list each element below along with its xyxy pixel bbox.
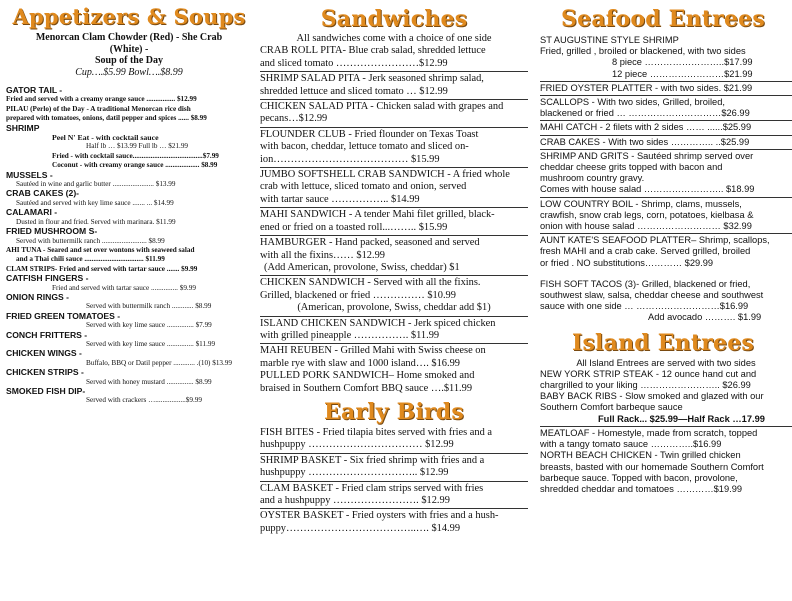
shrimp-basket-line-1: SHRIMP BASKET - Six fried shrimp with fries and a bbox=[260, 454, 485, 466]
north-beach-line-4: shredded cheddar and tomatoes …………$19.99 bbox=[540, 483, 743, 494]
calamari-name: CALAMARI - bbox=[6, 207, 58, 218]
hamburger-line-3: (Add American, provolone, Swiss, cheddar) $1 bbox=[264, 261, 460, 273]
mushroom-desc: Served with buttermilk ranch ......................... $8.99 bbox=[16, 236, 165, 245]
mahi-sandwich-line-1: MAHI SANDWICH - A tender Mahi filet grilled, black- bbox=[260, 209, 495, 221]
grits-line-2: cheddar cheese grits topped with bacon and bbox=[540, 162, 723, 173]
mahi-reuben-line-2: marble rye with slaw and 1000 island…. $16.99 bbox=[260, 357, 460, 369]
pilau-line-2: prepared with tomatoes, onions, datil pepper and spices ...... $8.99 bbox=[6, 114, 207, 123]
grits-line-1: SHRIMP AND GRITS - Sautéed shrimp served over bbox=[540, 150, 754, 161]
mussels-name: MUSSELS - bbox=[6, 169, 53, 180]
gator-name: GATOR TAIL - bbox=[6, 85, 63, 95]
divider bbox=[260, 207, 528, 208]
flounder-line-2: with bacon, cheddar, lettuce tomato and sliced on- bbox=[260, 141, 469, 153]
chicken-pita-line-2: pecans…$12.99 bbox=[260, 113, 328, 125]
scallops-line-2: blackened or fried … …………………………$26.99 bbox=[540, 108, 750, 119]
softshell-line-1: JUMBO SOFTSHELL CRAB SANDWICH - A fried whole bbox=[260, 169, 510, 181]
seafood-heading: Seafood Entrees bbox=[561, 6, 765, 32]
divider bbox=[260, 275, 528, 276]
catfish-name: CATFISH FINGERS - bbox=[6, 273, 89, 284]
tacos-line-1: FISH SOFT TACOS (3)- Grilled, blackened or fried, bbox=[540, 278, 751, 289]
mahi-sandwich-line-2: ened or fried on a toasted roll...…….. $15.99 bbox=[260, 221, 448, 233]
coconut-shrimp: Coconut - with creamy orange sauce ................... $8.99 bbox=[52, 161, 218, 170]
boil-line-3: onion with house salad ……………………… $32.99 bbox=[540, 221, 752, 232]
soup-line-3: Soup of the Day bbox=[94, 55, 164, 66]
island-intro: All Island Entrees are served with two sides bbox=[576, 357, 756, 368]
mahi-catch: MAHI CATCH - 2 filets with 2 sides …… ......$25.99 bbox=[540, 122, 752, 133]
island-chicken-line-1: ISLAND CHICKEN SANDWICH - Jerk spiced chicken bbox=[260, 317, 496, 329]
meatloaf-line-2: with a tangy tomato sauce …………..$16.99 bbox=[540, 439, 722, 450]
flounder-line-1: FLOUNDER CLUB - Fried flounder on Texas Toast bbox=[260, 128, 479, 140]
shrimp-pita-line-1: SHRIMP SALAD PITA - Jerk seasoned shrimp salad, bbox=[260, 73, 484, 85]
seafood-column bbox=[534, 0, 792, 601]
island-heading: Island Entrees bbox=[571, 329, 755, 356]
wings-name: CHICKEN WINGS - bbox=[6, 348, 82, 359]
fgt-name: FRIED GREEN TOMATOES - bbox=[6, 310, 121, 321]
divider bbox=[260, 99, 528, 100]
dip-name: SMOKED FISH DIP- bbox=[6, 386, 86, 396]
pulled-pork-line-1: PULLED PORK SANDWICH– Home smoked and bbox=[260, 370, 475, 382]
strips-desc: Served with honey mustard ............... $8.99 bbox=[86, 377, 212, 386]
divider bbox=[260, 481, 528, 482]
shrimp-basket-line-2: hushpuppy ………………………….. $12.99 bbox=[260, 467, 449, 479]
island-chicken-line-2: with grilled pineapple ……………. $11.99 bbox=[260, 329, 440, 341]
ahi-line-2: and a Thai chili sauce ................................. $11.99 bbox=[16, 255, 165, 264]
ahi-line-1: AHI TUNA - Seared and set over wontons with seaweed salad bbox=[6, 245, 195, 254]
mushroom-name: FRIED MUSHROOM S- bbox=[6, 226, 98, 237]
island-list bbox=[534, 358, 792, 495]
divider bbox=[540, 233, 792, 234]
clam-basket-line-2: and a hushpuppy ……………………. $12.99 bbox=[260, 495, 450, 506]
chicken-sandwich-line-3: (American, provolone, Swiss, cheddar add $1) bbox=[297, 302, 491, 314]
appetizer-list bbox=[0, 86, 258, 406]
clam-strips: CLAM STRIPS- Fried and served with tartar sauce ....... $9.99 bbox=[6, 264, 198, 273]
dip-desc: Served with crackers ….................$9.99 bbox=[86, 396, 202, 405]
divider bbox=[540, 120, 792, 121]
grits-line-3: mushroom country gravy. bbox=[540, 173, 645, 184]
divider bbox=[540, 95, 792, 96]
meatloaf-line-1: MEATLOAF - Homestyle, made from scratch, topped bbox=[540, 427, 758, 438]
kate-line-3: or fried . NO substitutions………… $29.99 bbox=[540, 257, 714, 268]
north-beach-line-2: breasts, basted with our homemade Southern Comfort bbox=[540, 461, 764, 472]
north-beach-line-1: NORTH BEACH CHICKEN - Twin grilled chicken bbox=[540, 450, 741, 461]
ny-strip-line-1: NEW YORK STRIP STEAK - 12 ounce hand cut and bbox=[540, 368, 757, 379]
fish-bites-line-2: hushpuppy …………………………… $12.99 bbox=[260, 439, 454, 451]
gator-desc: Fried and served with a creamy orange sauce ................ $12.99 bbox=[6, 95, 197, 104]
catfish-desc: Fried and served with tartar sauce ............... $9.99 bbox=[52, 283, 196, 292]
divider bbox=[260, 453, 528, 454]
tacos-line-3: sauce with one side … ………………………$16.99 bbox=[540, 301, 749, 312]
pilau-line-1: PILAU (Perlo) of the Day - A traditional Menorcan rice dish bbox=[6, 104, 191, 113]
sandwich-list bbox=[260, 33, 528, 395]
ribs-prices: Full Rack... $25.99—Half Rack …17.99 bbox=[598, 413, 765, 424]
appetizers-column bbox=[0, 0, 258, 601]
appetizers-heading: Appetizers & Soups bbox=[12, 4, 246, 29]
softshell-line-2: crab with lettuce, sliced tomato and onion, served bbox=[260, 181, 467, 193]
st-shrimp-line-2: Fried, grilled , broiled or blackened, with two sides bbox=[540, 46, 746, 57]
divider bbox=[540, 135, 792, 136]
oyster-basket-line-2: puppy………………………………..…. $14.99 bbox=[260, 522, 461, 534]
spacer bbox=[540, 269, 792, 279]
shrimp-pita-line-2: shredded lettuce and sliced tomato … $12.99 bbox=[260, 85, 448, 97]
divider bbox=[540, 149, 792, 150]
onion-name: ONION RINGS - bbox=[6, 291, 70, 302]
ribs-line-2: Southern Comfort barbeque sauce bbox=[540, 402, 683, 413]
st-shrimp-8pc: 8 piece ……………………..$17.99 bbox=[612, 57, 753, 68]
divider bbox=[260, 235, 528, 236]
pulled-pork-line-2: braised in Southern Comfort BBQ sauce ….$11.99 bbox=[260, 382, 473, 394]
kate-line-1: AUNT KATE'S SEAFOOD PLATTER– Shrimp, scallops, bbox=[540, 235, 770, 246]
crabcakes-desc: Sautéed and served with key lime sauce ....... ... $14.99 bbox=[16, 198, 174, 207]
divider bbox=[260, 167, 528, 168]
crab-cakes-entree: CRAB CAKES - With two sides ………….. ..$25.99 bbox=[540, 136, 750, 147]
crabcakes-name: CRAB CAKES (2)- bbox=[6, 188, 80, 199]
chicken-pita-line-1: CHICKEN SALAD PITA - Chicken salad with grapes and bbox=[260, 101, 504, 113]
conch-desc: Served with key lime sauce ............... $11.99 bbox=[86, 339, 216, 348]
sandwiches-heading: Sandwiches bbox=[320, 6, 468, 32]
st-shrimp-12pc: 12 piece ……………………$21.99 bbox=[612, 68, 753, 79]
divider bbox=[540, 197, 792, 198]
tacos-line-2: southwest slaw, salsa, cheddar cheese and southwest bbox=[540, 290, 764, 301]
seafood-list bbox=[534, 35, 792, 324]
boil-line-1: LOW COUNTRY BOIL - Shrimp, clams, mussels, bbox=[540, 198, 742, 209]
north-beach-line-3: barbeque sauce. Topped with bacon, provolone, bbox=[540, 472, 738, 483]
oyster-platter: FRIED OYSTER PLATTER - with two sides. $21.99 bbox=[540, 82, 753, 93]
flounder-line-3: ion………………………………… $15.99 bbox=[260, 153, 440, 165]
chicken-sandwich-line-2: Grilled, blackened or fried …………… $10.99 bbox=[260, 289, 456, 301]
fish-bites-line-1: FISH BITES - Fried tilapia bites served with fries and a bbox=[260, 426, 493, 438]
shrimp-name: SHRIMP bbox=[6, 122, 40, 133]
strips-name: CHICKEN STRIPS - bbox=[6, 367, 84, 378]
ribs-line-1: BABY BACK RIBS - Slow smoked and glazed with our bbox=[540, 391, 764, 402]
ny-strip-line-2: chargrilled to your liking …………………….. $26.99 bbox=[540, 380, 751, 391]
divider bbox=[260, 508, 528, 509]
clam-basket-line-1: CLAM BASKET - Fried clam strips served with fries bbox=[260, 482, 484, 494]
onion-desc: Served with buttermilk ranch ............ $8.99 bbox=[86, 302, 212, 311]
wings-desc: Buffalo, BBQ or Datil pepper ............ .(10) $13.99 bbox=[86, 358, 232, 367]
fgt-desc: Served with key lime sauce ............... $7.99 bbox=[86, 321, 212, 330]
chicken-sandwich-line-1: CHICKEN SANDWICH - Served with all the fixins. bbox=[260, 277, 481, 289]
soup-prices: Cup….$5.99 Bowl….$8.99 bbox=[75, 66, 183, 78]
softshell-line-3: with tartar sauce …………….. $14.99 bbox=[260, 193, 420, 205]
sandwiches-column bbox=[260, 0, 528, 601]
oyster-basket-line-1: OYSTER BASKET - Fried oysters with fries and a hush- bbox=[260, 510, 499, 522]
grits-line-4: Comes with house salad …………………….. $18.99 bbox=[540, 184, 755, 195]
conch-name: CONCH FRITTERS - bbox=[6, 329, 88, 340]
soup-line-2: (White) - bbox=[109, 43, 149, 55]
hamburger-line-1: HAMBURGER - Hand packed, seasoned and served bbox=[260, 237, 480, 249]
divider bbox=[260, 316, 528, 317]
sandwich-intro: All sandwiches come with a choice of one side bbox=[296, 33, 492, 44]
divider bbox=[260, 127, 528, 128]
mahi-reuben-line-1: MAHI REUBEN - Grilled Mahi with Swiss cheese on bbox=[260, 345, 486, 357]
tacos-avocado: Add avocado ………. $1.99 bbox=[648, 312, 762, 323]
divider bbox=[540, 426, 792, 427]
soup-block bbox=[0, 32, 258, 78]
crab-roll-line-1: CRAB ROLL PITA- Blue crab salad, shredded lettuce bbox=[260, 45, 486, 57]
early-birds-heading: Early Birds bbox=[324, 398, 464, 425]
divider bbox=[540, 81, 792, 82]
fried-shrimp: Fried - with cocktail sauce.......................................$7.99 bbox=[52, 151, 219, 160]
crab-roll-line-2: and sliced tomato ……………………$12.99 bbox=[260, 57, 448, 69]
scallops-line-1: SCALLOPS - With two sides, Grilled, broiled, bbox=[540, 97, 725, 108]
kate-line-2: fresh MAHI and a crab cake. Served grilled, broiled bbox=[540, 246, 751, 257]
calamari-desc: Dusted in flour and fried. Served with marinara. $11.99 bbox=[16, 217, 176, 226]
soup-line-1: Menorcan Clam Chowder (Red) - She Crab bbox=[35, 32, 223, 43]
st-shrimp-line-1: ST AUGUSTINE STYLE SHRIMP bbox=[540, 35, 679, 45]
peel-line-1: Peel N' Eat - with cocktail sauce bbox=[52, 133, 159, 143]
mussels-desc: Sautéed in wine and garlic butter ....................... $13.99 bbox=[16, 180, 176, 189]
early-birds-list bbox=[260, 427, 528, 535]
peel-line-2: Half lb … $13.99 Full lb … $21.99 bbox=[86, 142, 189, 151]
divider bbox=[260, 343, 528, 344]
boil-line-2: crawfish, snow crab legs, corn, potatoes, kielbasa & bbox=[540, 209, 754, 220]
hamburger-line-2: with all the fixins…… $12.99 bbox=[260, 249, 385, 261]
divider bbox=[260, 71, 528, 72]
